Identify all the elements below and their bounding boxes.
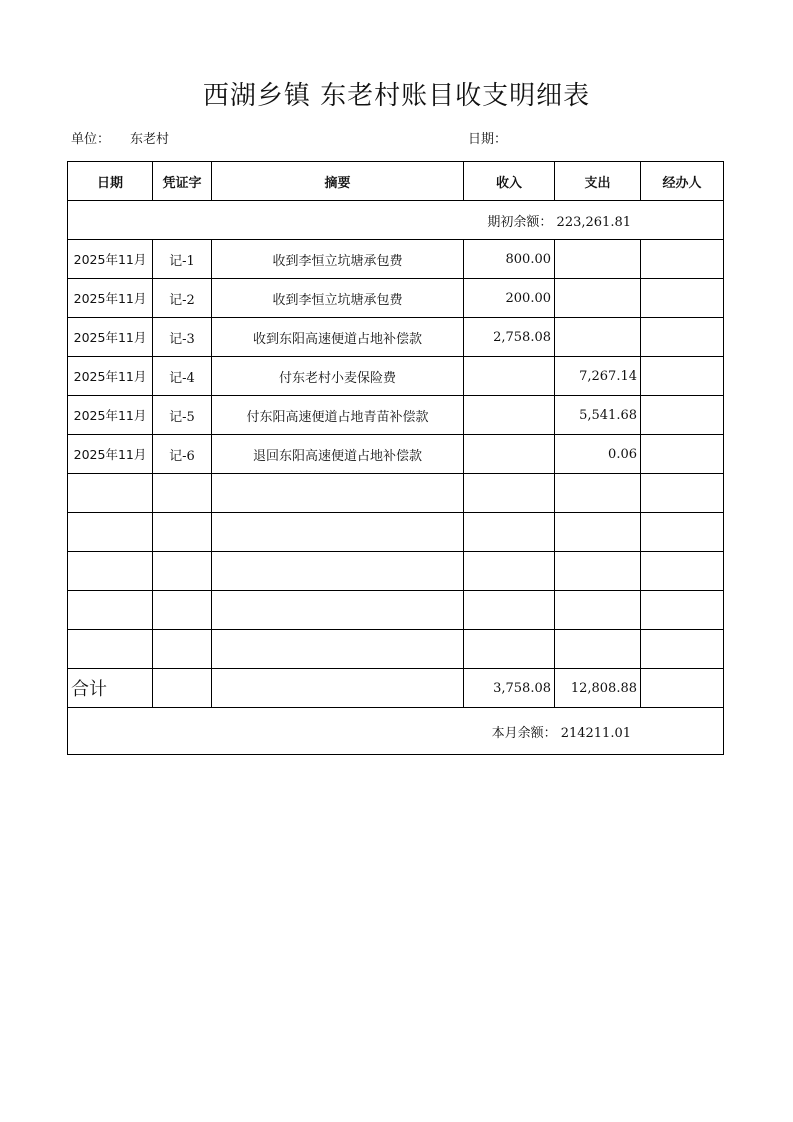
cell-summary: 付东阳高速便道占地青苗补偿款	[212, 396, 464, 435]
table-row	[68, 630, 724, 669]
cell-date	[68, 513, 153, 552]
cell-voucher: 记-3	[153, 318, 212, 357]
cell-handler	[641, 318, 724, 357]
header-voucher: 凭证字	[153, 162, 212, 201]
cell-handler	[641, 435, 724, 474]
cell-summary	[212, 474, 464, 513]
cell-income: 800.00	[464, 240, 555, 279]
table-row	[68, 396, 724, 435]
table-row	[68, 240, 724, 279]
cell-handler	[641, 279, 724, 318]
header-handler: 经办人	[641, 162, 724, 201]
cell-expense	[555, 318, 641, 357]
cell-expense	[555, 513, 641, 552]
cell-handler	[641, 357, 724, 396]
cell-expense: 5,541.68	[555, 396, 641, 435]
table-row	[68, 279, 724, 318]
cell-income: 200.00	[464, 279, 555, 318]
page-title: 西湖乡镇 东老村账目收支明细表	[202, 81, 591, 111]
opening-balance: 期初余额： 223,261.81	[68, 201, 724, 240]
header-income: 收入	[464, 162, 555, 201]
table-row	[68, 474, 724, 513]
cell-income	[464, 435, 555, 474]
cell-handler	[641, 513, 724, 552]
opening-balance-row	[68, 201, 724, 240]
cell-handler	[641, 240, 724, 279]
table-row	[68, 552, 724, 591]
cell-date	[68, 630, 153, 669]
cell-voucher: 记-1	[153, 240, 212, 279]
cell-voucher	[153, 474, 212, 513]
cell-expense	[555, 474, 641, 513]
cell-handler	[641, 396, 724, 435]
cell-income	[464, 630, 555, 669]
cell-summary	[212, 513, 464, 552]
cell-income	[464, 396, 555, 435]
header-date: 日期	[68, 162, 153, 201]
total-label: 合计	[68, 669, 153, 708]
cell-date: 2025年11月	[68, 435, 153, 474]
cell-voucher: 记-4	[153, 357, 212, 396]
cell-summary	[212, 591, 464, 630]
cell-summary: 付东老村小麦保险费	[212, 357, 464, 396]
cell-voucher: 记-6	[153, 435, 212, 474]
cell-voucher	[153, 513, 212, 552]
date-label: 日期：	[468, 132, 508, 147]
cell-voucher: 记-5	[153, 396, 212, 435]
cell-expense	[555, 552, 641, 591]
total-handler-empty	[641, 669, 724, 708]
cell-expense: 7,267.14	[555, 357, 641, 396]
total-voucher-empty	[153, 669, 212, 708]
total-row	[68, 669, 724, 708]
cell-voucher: 记-2	[153, 279, 212, 318]
unit-label: 单位：	[71, 132, 111, 147]
header-row	[68, 162, 724, 201]
cell-expense	[555, 279, 641, 318]
cell-summary: 收到李恒立坑塘承包费	[212, 240, 464, 279]
cell-date: 2025年11月	[68, 318, 153, 357]
cell-summary	[212, 552, 464, 591]
cell-date: 2025年11月	[68, 279, 153, 318]
cell-expense	[555, 630, 641, 669]
cell-date	[68, 474, 153, 513]
table-row	[68, 591, 724, 630]
cell-summary: 收到东阳高速便道占地补偿款	[212, 318, 464, 357]
cell-date: 2025年11月	[68, 396, 153, 435]
cell-expense	[555, 591, 641, 630]
cell-handler	[641, 552, 724, 591]
cell-income	[464, 474, 555, 513]
cell-summary: 退回东阳高速便道占地补偿款	[212, 435, 464, 474]
cell-handler	[641, 591, 724, 630]
cell-voucher	[153, 552, 212, 591]
cell-voucher	[153, 630, 212, 669]
header-expense: 支出	[555, 162, 641, 201]
cell-date: 2025年11月	[68, 240, 153, 279]
total-expense: 12,808.88	[555, 669, 641, 708]
cell-handler	[641, 630, 724, 669]
table-row	[68, 513, 724, 552]
closing-balance: 本月余额： 214211.01	[68, 708, 724, 755]
cell-expense	[555, 240, 641, 279]
table-row	[68, 435, 724, 474]
total-income: 3,758.08	[464, 669, 555, 708]
table-row	[68, 318, 724, 357]
cell-income	[464, 591, 555, 630]
header-summary: 摘要	[212, 162, 464, 201]
cell-voucher	[153, 591, 212, 630]
cell-income	[464, 552, 555, 591]
ledger-table	[67, 161, 724, 755]
cell-summary	[212, 630, 464, 669]
unit-value: 东老村	[130, 132, 170, 147]
cell-summary: 收到李恒立坑塘承包费	[212, 279, 464, 318]
cell-income: 2,758.08	[464, 318, 555, 357]
cell-date: 2025年11月	[68, 357, 153, 396]
table-row	[68, 357, 724, 396]
cell-handler	[641, 474, 724, 513]
cell-income	[464, 357, 555, 396]
total-summary-empty	[212, 669, 464, 708]
cell-date	[68, 591, 153, 630]
cell-expense: 0.06	[555, 435, 641, 474]
closing-balance-row	[68, 708, 724, 755]
cell-date	[68, 552, 153, 591]
cell-income	[464, 513, 555, 552]
